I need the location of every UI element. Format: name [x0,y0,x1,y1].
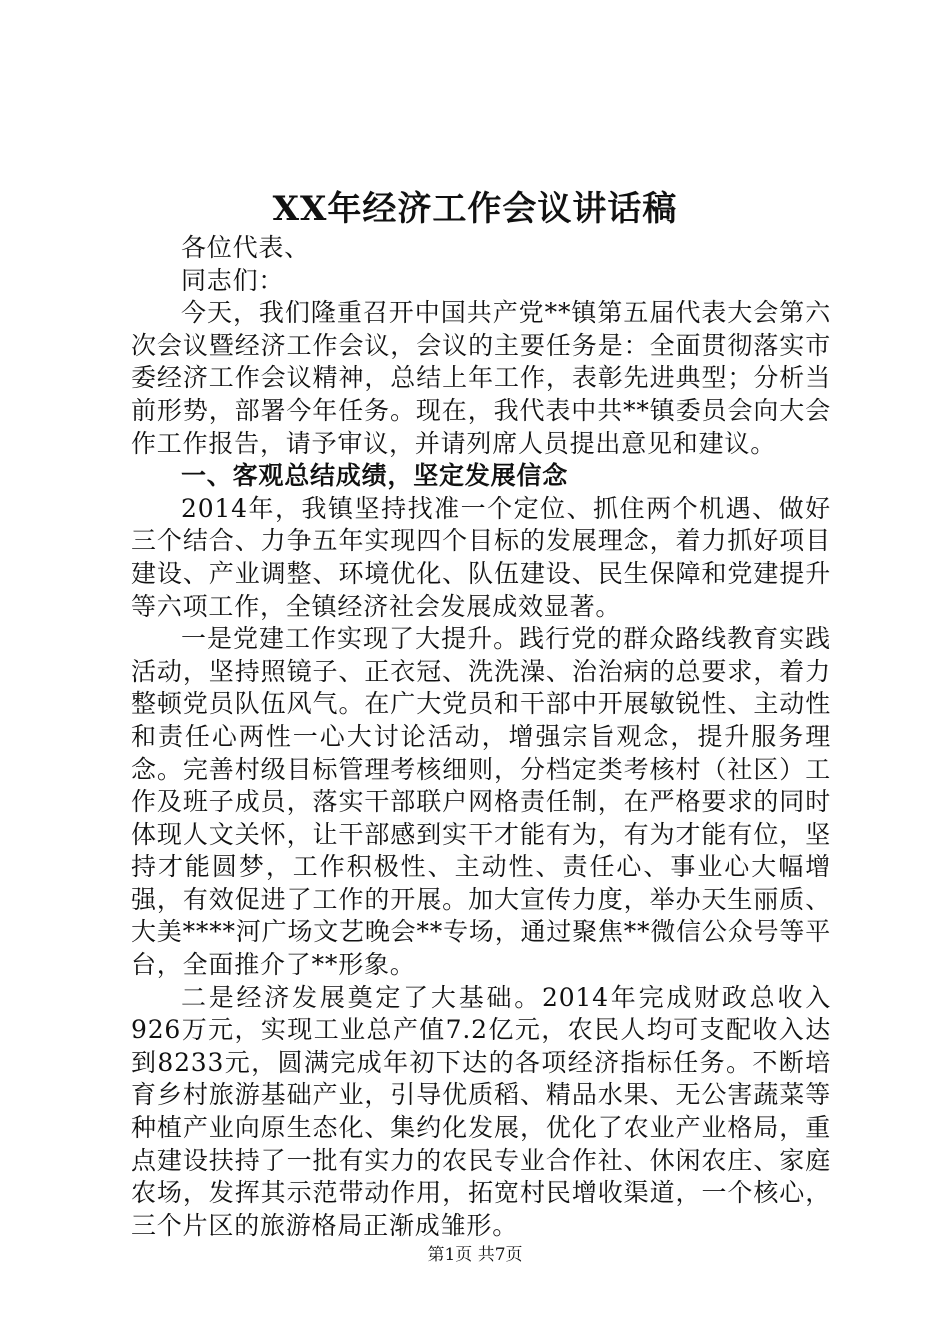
document-body [131,232,831,1242]
body-paragraph: 今天，我们隆重召开中国共产党**镇第五届代表大会第六次会议暨经济工作会议，会议的主要任务是：全面贯彻落实市委经济工作会议精神，总结上年工作，表彰先进典型；分析当前形势，部署今年任务。现在，我代表中共**镇委员会向大会作工作报告，请予审议，并请列席人员提出意见和建议。 [131,298,831,458]
body-paragraph: 2014年，我镇坚持找准一个定位、抓住两个机遇、做好三个结合、力争五年实现四个目标的发展理念，着力抓好项目建设、产业调整、环境优化、队伍建设、民生保障和党建提升等六项工作，全镇经济社会发展成效显著。 [131,493,831,621]
salutation-line: 同志们： [181,265,285,295]
page-number: 第1页 共7页 [427,1245,523,1265]
salutation-line: 各位代表、 [181,233,311,262]
page-title: XX年经济工作会议讲话稿 [272,189,678,229]
body-paragraph: 一是党建工作实现了大提升。践行党的群众路线教育实践活动，坚持照镜子、正衣冠、洗洗澡、治治病的总要求，着力整顿党员队伍风气。在广大党员和干部中开展敏锐性、主动性和责任心两性一心大讨论活动，增强宗旨观念，提升服务理念。完善村级目标管理考核细则，分档定类考核村（社区）工作及班子成员，落实干部联户网格责任制，在严格要求的同时体现人文关怀，让干部感到实干才能有为，有为才能有位，坚持才能圆梦，工作积极性、主动性、责任心、事业心大幅增强，有效促进了工作的开展。加大宣传力度，举办天生丽质、大美****河广场文艺晚会**专场，通过聚焦**微信公众号等平台，全面推介了**形象。 [131,624,831,980]
body-paragraph: 二是经济发展奠定了大基础。2014年完成财政总收入926万元，实现工业总产值7.2亿元，农民人均可支配收入达到8233元，圆满完成年初下达的各项经济指标任务。不断培育乡村旅游基础产业，引导优质稻、精品水果、无公害蔬菜等种植产业向原生态化、集约化发展，优化了农业产业格局，重点建设扶持了一批有实力的农民专业合作社、休闲农庄、家庭农场，发挥其示范带动作用，拓宽村民增收渠道，一个核心，三个片区的旅游格局正渐成雏形。 [131,982,831,1240]
section-heading: 一、客观总结成绩，坚定发展信念 [181,461,569,491]
